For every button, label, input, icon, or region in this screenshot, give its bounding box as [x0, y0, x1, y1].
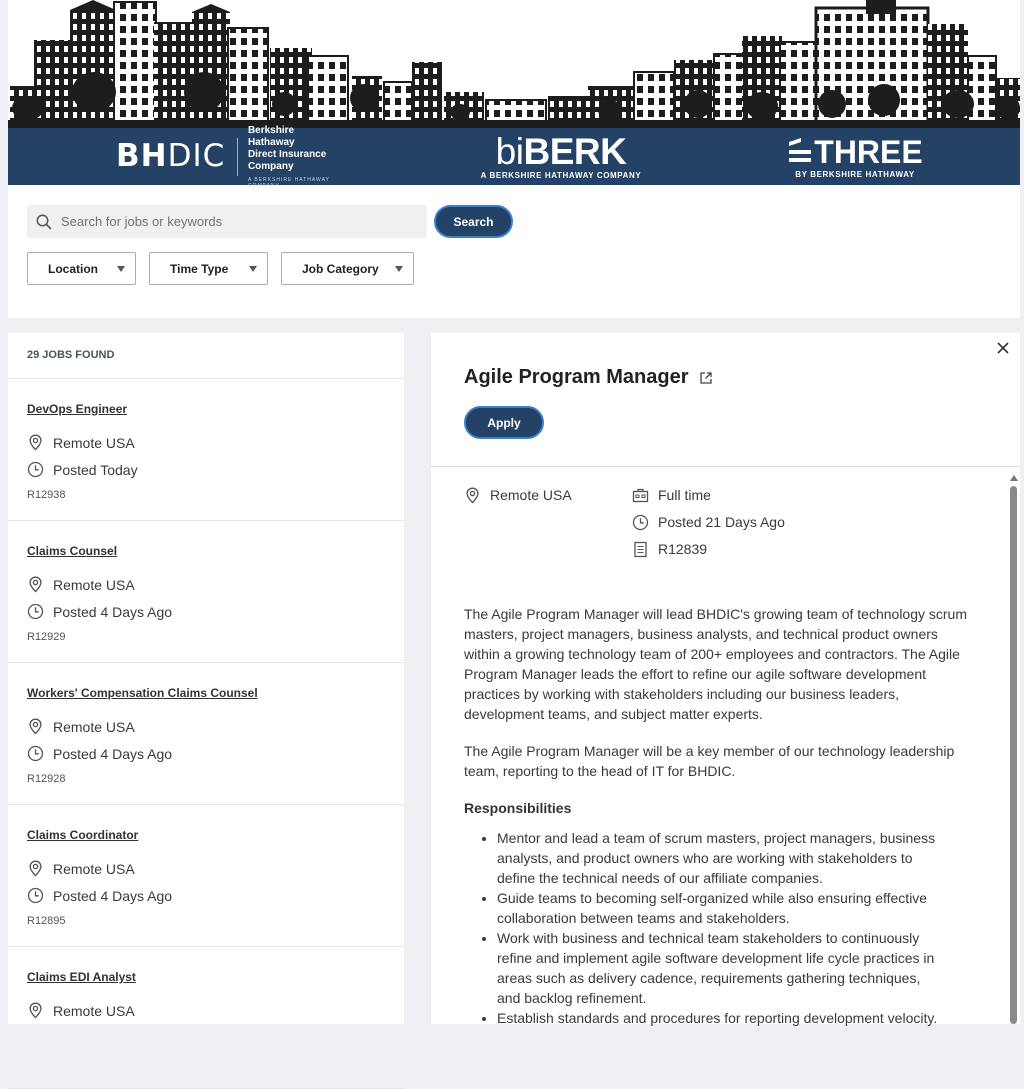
bhdic-company-name: Berkshire Hathaway Direct Insurance Company	[247, 124, 327, 172]
job-posted-text: Posted 4 Days Ago	[53, 603, 173, 620]
detail-time-type	[632, 487, 711, 503]
description-paragraph: The Agile Program Manager will lead BHDIC's growing team of technology scrum masters, project managers, business analysts, and technical product owners within a growing technology team of 200+ employees and contractors. The Agile Program Manager leads the effort to refine our agile software development practices by working with stakeholders including our business leaders, development teams, and subject matter experts.	[464, 606, 968, 722]
header-banner	[8, 0, 1020, 185]
bhdic-wordmark: BHDIC	[116, 138, 226, 174]
location-filter[interactable]	[27, 252, 136, 285]
time-type-filter[interactable]	[149, 252, 268, 285]
detail-location	[464, 487, 572, 503]
job-location	[27, 436, 404, 449]
clock-icon	[27, 461, 44, 478]
search-panel	[8, 185, 1020, 318]
three-logo[interactable]	[780, 128, 930, 185]
external-link-icon[interactable]	[699, 371, 713, 385]
description-paragraph: The Agile Program Manager will be a key member of our technology leadership team, reporting to the head of IT for BHDIC.	[464, 743, 955, 779]
job-posted-text: Posted 4 Days Ago	[53, 745, 173, 762]
detail-time-type-text: Full time	[658, 487, 711, 503]
job-location-text: Remote USA	[53, 576, 135, 593]
location-pin-icon	[27, 860, 44, 877]
clock-icon	[27, 887, 44, 904]
brand-bar	[8, 124, 1020, 185]
job-id: R12895	[27, 915, 66, 927]
three-wordmark: THREE	[787, 134, 922, 170]
job-id: R12929	[27, 631, 66, 643]
detail-requisition-id	[632, 541, 707, 557]
location-pin-icon	[464, 487, 481, 504]
list-item: • Guide teams to becoming self-organized while also ensuring effective collaboration between teams and stakeholders.	[497, 888, 947, 928]
location-pin-icon	[27, 576, 44, 593]
detail-posted-text: Posted 21 Days Ago	[658, 514, 785, 530]
biberk-tagline: A BERKSHIRE HATHAWAY COMPANY	[480, 171, 642, 180]
clock-icon	[27, 745, 44, 762]
list-item: • Work with business and technical team stakeholders to continuously refine and implement agile software development life cycle practices in areas such as delivery cadence, requirements gathering techniques, and backlog refinement.	[497, 928, 947, 1008]
job-location	[27, 720, 404, 733]
job-id: R12928	[27, 773, 66, 785]
job-category-filter-label: Job Category	[302, 261, 379, 276]
jobs-found-count: 29 JOBS FOUND	[8, 333, 404, 379]
clock-icon	[632, 514, 649, 531]
job-detail-title: Agile Program Manager	[464, 366, 689, 388]
chevron-down-icon	[117, 266, 125, 272]
job-posted-text: Posted 4 Days Ago	[53, 887, 173, 904]
job-location-text: Remote USA	[53, 718, 135, 735]
logo-divider	[237, 138, 238, 176]
job-posted	[27, 889, 404, 902]
chevron-down-icon	[395, 266, 403, 272]
location-filter-label: Location	[48, 261, 98, 276]
job-location-text: Remote USA	[53, 1002, 135, 1019]
close-icon[interactable]	[994, 339, 1012, 357]
clock-icon	[27, 603, 44, 620]
job-title-link[interactable]: DevOps Engineer	[27, 402, 128, 416]
apply-button[interactable]: Apply	[464, 406, 544, 439]
biberk-wordmark: biBERK	[495, 131, 627, 172]
search-input[interactable]	[61, 214, 401, 229]
search-field[interactable]	[27, 205, 427, 238]
job-posted	[27, 747, 404, 760]
detail-id-text: R12839	[658, 541, 708, 557]
job-posted-text: Posted Today	[53, 461, 138, 478]
job-detail-panel	[431, 333, 1020, 1024]
job-detail-body	[464, 467, 1004, 1024]
responsibilities-list	[464, 828, 974, 1028]
detail-header	[464, 366, 713, 389]
biberk-logo[interactable]	[476, 128, 646, 185]
location-pin-icon	[27, 718, 44, 735]
job-id: R12938	[27, 489, 66, 501]
job-list	[8, 333, 404, 1024]
list-item: • Mentor and lead a team of scrum masters, project managers, business analysts, and product owners who are working with stakeholders to define the technical needs of our affiliate companies.	[497, 828, 947, 888]
bhdic-logo[interactable]	[116, 124, 336, 185]
job-location	[27, 578, 404, 591]
bhdic-tagline: A BERKSHIRE HATHAWAY	[247, 176, 330, 183]
detail-scrollbar[interactable]	[1010, 475, 1018, 1024]
job-list-item[interactable]	[8, 947, 404, 1089]
job-list-item[interactable]	[8, 805, 404, 947]
scroll-up-arrow-icon[interactable]	[1010, 475, 1018, 481]
detail-location-text: Remote USA	[490, 487, 572, 503]
job-list-item[interactable]	[8, 663, 404, 805]
city-skyline-illustration	[8, 0, 1020, 128]
location-pin-icon	[27, 434, 44, 451]
job-location-text: Remote USA	[53, 860, 135, 877]
briefcase-icon	[632, 487, 649, 504]
three-stripes-icon	[787, 138, 813, 166]
document-icon	[632, 541, 649, 558]
search-icon	[36, 214, 52, 230]
job-title-link[interactable]: Workers' Compensation Claims Counsel	[27, 686, 258, 700]
location-pin-icon	[27, 1002, 44, 1019]
job-list-item[interactable]	[8, 521, 404, 663]
responsibilities-heading: Responsibilities	[464, 800, 572, 816]
job-title-link[interactable]: Claims Coordinator	[27, 828, 139, 842]
list-item: • Establish standards and procedures for reporting development velocity.	[497, 1008, 947, 1028]
detail-posted	[632, 514, 785, 530]
job-location-text: Remote USA	[53, 434, 135, 451]
time-type-filter-label: Time Type	[170, 261, 229, 276]
job-location	[27, 862, 404, 875]
three-tagline: BY BERKSHIRE HATHAWAY	[795, 170, 915, 179]
job-posted	[27, 605, 404, 618]
job-description	[464, 604, 974, 1028]
search-button[interactable]: Search	[434, 205, 513, 238]
job-title-link[interactable]: Claims EDI Analyst	[27, 970, 136, 984]
job-location	[27, 1004, 404, 1017]
job-category-filter[interactable]	[281, 252, 414, 285]
scrollbar-thumb[interactable]	[1010, 486, 1017, 1024]
job-title-link[interactable]: Claims Counsel	[27, 544, 118, 558]
job-posted	[27, 463, 404, 476]
job-list-item[interactable]	[8, 379, 404, 521]
chevron-down-icon	[249, 266, 257, 272]
